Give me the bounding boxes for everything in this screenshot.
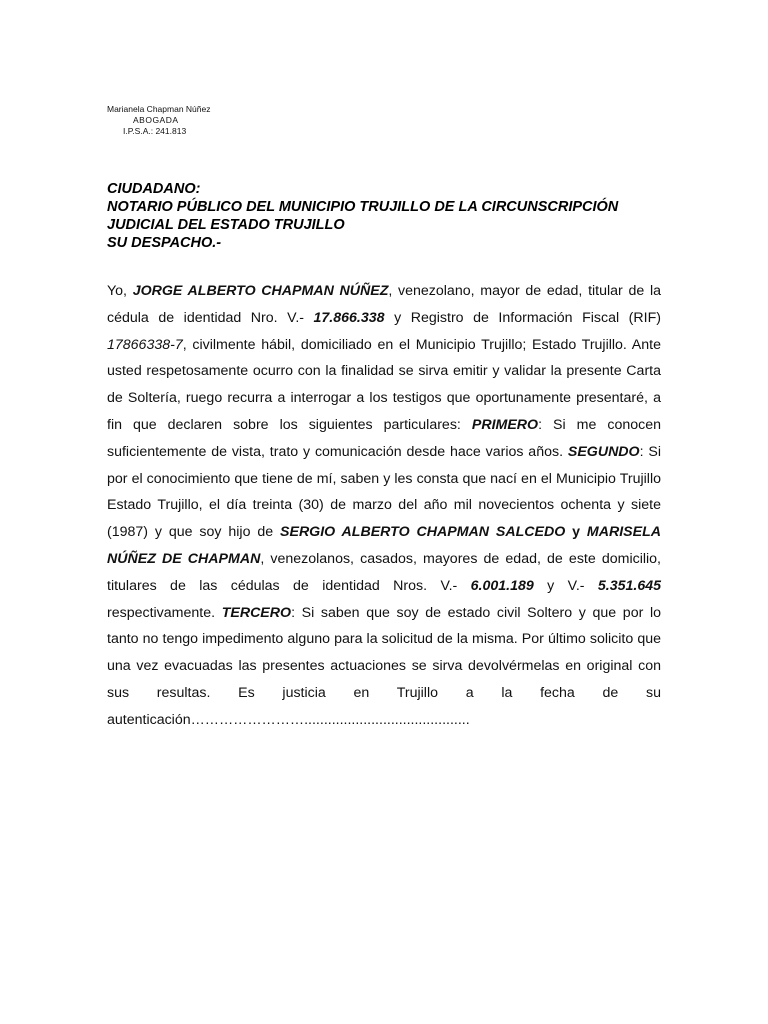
mother-id-number: 5.351.645 — [597, 577, 661, 594]
body-text: , civilmente hábil, domiciliado en el Municipio Trujillo; Estado Trujillo. Ante usted respetosamente ocurro con la finalidad se sirva emitir y validar la presente Carta de Soltería, ruego recurra a interrogar a los testigos que oportunamente presentaré, a fin que declaren sobre los siguientes particulares: — [107, 336, 661, 433]
addressee-recipient: NOTARIO PÚBLICO DEL MUNICIPIO TRUJILLO DE LA CIRCUNSCRIPCIÓN — [107, 199, 619, 215]
body-text: , venezolano, mayor de edad, titular de la cédula de identidad Nro. V.- — [107, 283, 661, 326]
body-text: : Si me conocen suficientemente de vista, trato y comunicación desde hace varios años. — [107, 416, 661, 460]
addressee-salutation: CIUDADANO: — [107, 181, 201, 197]
applicant-name: JORGE ALBERTO CHAPMAN NÚÑEZ — [132, 283, 389, 299]
father-id-number: 6.001.189 — [470, 577, 534, 594]
addressee-office: SU DESPACHO.- — [107, 235, 222, 251]
body-text: : Si por el conocimiento que tiene de mí, saben y les consta que nací en el Municipio Trujillo Estado Trujillo, el día treinta (30) de marzo del año mil novecientos ochenta y siete (1987) y que soy hijo de — [107, 443, 661, 541]
letterhead — [107, 104, 210, 137]
conjunction: y — [565, 524, 587, 541]
letter-body — [107, 278, 661, 734]
body-text: y V.- — [533, 577, 598, 594]
point-first-label: PRIMERO — [471, 416, 539, 433]
lawyer-name: Marianela Chapman Núñez — [107, 104, 211, 114]
applicant-rif-number: 17866338-7 — [107, 336, 183, 353]
point-third-label: TERCERO — [221, 604, 292, 621]
mother-name: MARISELA NÚÑEZ DE CHAPMAN — [107, 524, 661, 567]
addressee-recipient-cont: JUDICIAL DEL ESTADO TRUJILLO — [107, 217, 345, 233]
point-second-label: SEGUNDO — [567, 443, 640, 460]
body-text: respectivamente. — [107, 604, 222, 621]
lawyer-title: ABOGADA — [133, 115, 179, 125]
body-text: : Si saben que soy de estado civil Soltero y que por lo tanto no tengo impedimento alguno para la solicitud de la misma. Por último solicito que una vez evacuadas las presentes actuaciones se sirva devolvérmelas en original con sus resultas. Es justicia en Trujillo a la fecha de su autenticación…………………….......................................... — [107, 604, 661, 728]
addressee-block — [107, 180, 667, 252]
body-text: Yo, — [107, 283, 133, 299]
lawyer-registration: I.P.S.A.: 241.813 — [123, 126, 187, 136]
applicant-id-number: 17.866.338 — [313, 309, 385, 326]
body-text: y Registro de Información Fiscal (RIF) — [384, 309, 661, 326]
body-text: , venezolanos, casados, mayores de edad, de este domicilio, titulares de las cédulas de identidad Nros. V.- — [107, 550, 661, 594]
father-name: SERGIO ALBERTO CHAPMAN SALCEDO — [280, 524, 566, 541]
